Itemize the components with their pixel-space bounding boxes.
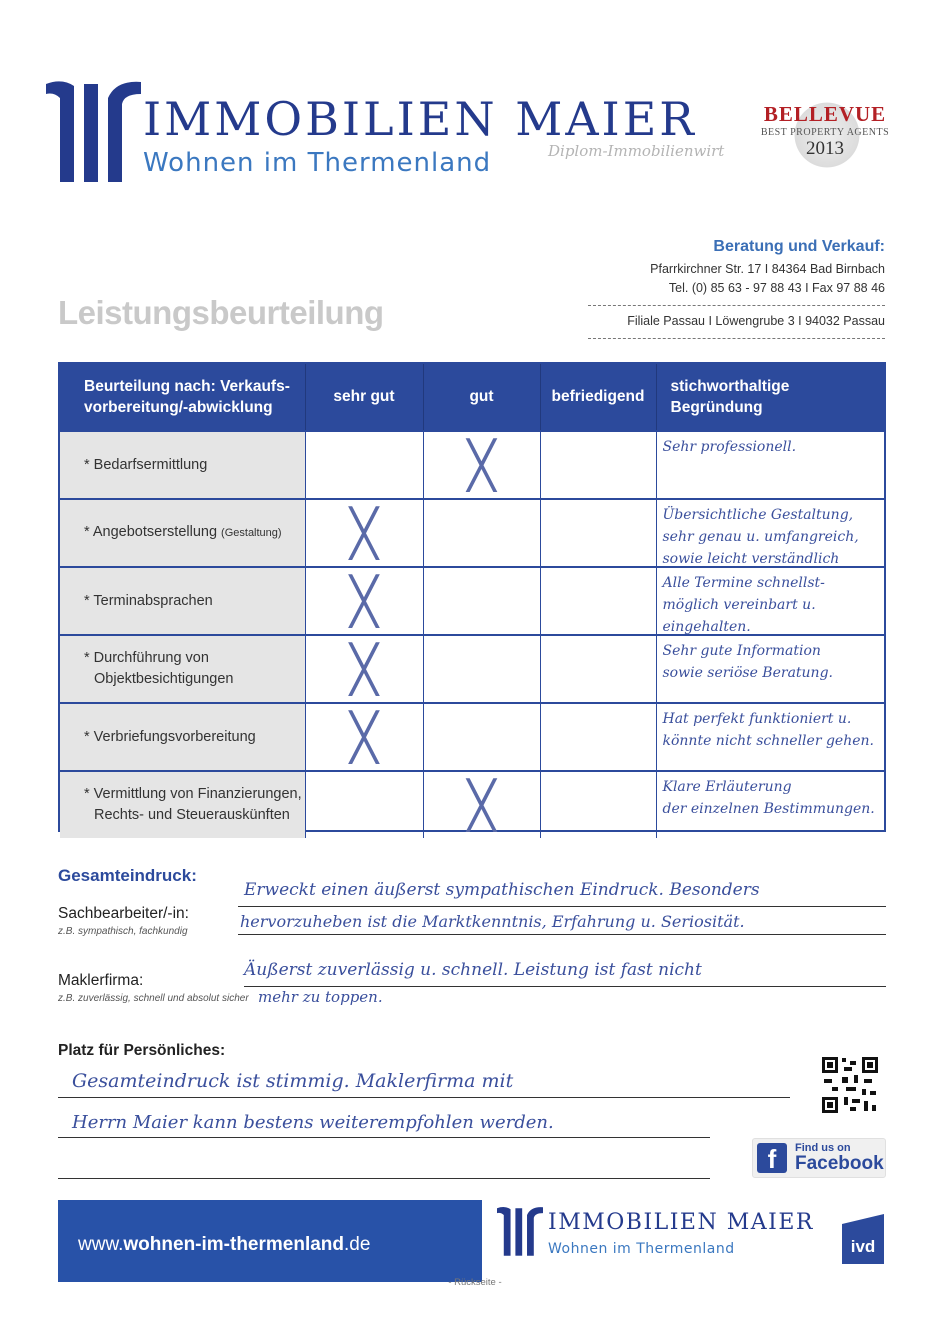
criterion-label: * Verbriefungsvorbereitung — [84, 728, 256, 745]
ivd-logo-accent — [842, 1214, 884, 1224]
website-link[interactable]: www.wohnen-im-thermenland.de — [78, 1234, 371, 1255]
personal-comment-line2: Herrn Maier kann bestens weiterempfohlen werden. — [72, 1112, 554, 1133]
firm-comment-line2: mehr zu toppen. — [258, 988, 383, 1006]
contact-title: Beratung und Verkauf: — [713, 238, 885, 255]
rating-cell-good[interactable] — [423, 635, 540, 703]
checkmark-x-icon: ╳ — [350, 710, 378, 764]
reason-line: Sehr gute Information — [662, 643, 821, 659]
personal-comment-line1: Gesamteindruck ist stimmig. Maklerfirma mit — [72, 1070, 514, 1092]
rating-cell-good[interactable] — [423, 499, 540, 567]
criterion-label: * Bedarfsermittlung — [84, 456, 208, 473]
criterion-cell — [60, 703, 305, 771]
rating-cell-very-good[interactable] — [305, 431, 423, 499]
personal-line — [58, 1178, 710, 1179]
reason-line: Hat perfekt funktioniert u. — [662, 711, 852, 727]
rating-cell-satisfactory[interactable] — [540, 771, 656, 838]
table-row — [60, 567, 884, 635]
ivd-logo: ivd — [842, 1224, 884, 1264]
reason-text — [663, 572, 945, 638]
reason-line: sowie seriöse Beratung. — [662, 665, 833, 681]
divider — [588, 305, 885, 306]
firm-line — [244, 986, 886, 987]
personal-heading: Platz für Persönliches: — [58, 1042, 226, 1059]
reason-cell[interactable] — [656, 771, 884, 838]
branch-address: Filiale Passau I Löwengrube 3 I 94032 Passau — [627, 314, 885, 328]
reason-cell[interactable] — [656, 499, 884, 567]
reason-cell[interactable] — [656, 431, 884, 499]
column-header-satisfactory: befriedigend — [540, 364, 656, 431]
facebook-line2: Facebook — [795, 1153, 884, 1174]
agent-comment-line2: hervorzuheben ist die Marktkenntnis, Erfahrung u. Seriosität. — [240, 912, 745, 931]
reason-cell[interactable] — [656, 567, 884, 635]
criterion-label: * Durchführung von — [84, 650, 209, 666]
reason-text — [663, 504, 945, 570]
column-header-reason: stichworthaltige Begründung — [656, 364, 884, 431]
brand-extra-text: Diplom-Immobilienwirt — [548, 142, 725, 160]
firm-comment-line1: Äußerst zuverlässig u. schnell. Leistung ist fast nicht — [244, 960, 702, 980]
checkmark-x-icon: ╳ — [350, 506, 378, 560]
award-badge — [760, 96, 890, 171]
agent-hint: z.B. sympathisch, fachkundig — [58, 926, 188, 937]
page-title: Leistungsbeurteilung — [58, 294, 384, 331]
evaluation-table — [58, 362, 886, 832]
criterion-cell — [60, 635, 305, 703]
rating-cell-very-good[interactable] — [305, 771, 423, 838]
criterion-label-small: (Gestaltung) — [221, 527, 282, 539]
checkmark-x-icon: ╳ — [350, 574, 378, 628]
checkmark-x-icon: ╳ — [467, 778, 496, 832]
footer-brand-subtitle: Wohnen im Thermenland — [548, 1241, 735, 1257]
rating-cell-satisfactory[interactable] — [540, 499, 656, 567]
overall-heading: Gesamteindruck: — [58, 866, 197, 885]
criterion-label: * Terminabsprachen — [84, 592, 213, 609]
reason-line: eingehalten. — [662, 619, 751, 635]
reason-line: sowie leicht verständlich — [662, 551, 840, 567]
award-tagline: BEST PROPERTY AGENTS — [760, 127, 890, 138]
divider — [588, 338, 885, 339]
criterion-label-line2: Rechts- und Steuerauskünften — [94, 807, 290, 823]
criterion-cell — [60, 771, 305, 838]
contact-phone: Tel. (0) 85 63 - 97 88 43 I Fax 97 88 46 — [668, 281, 885, 295]
agent-label: Sachbearbeiter/-in: — [58, 905, 189, 922]
table-row — [60, 635, 884, 703]
checkmark-x-icon: ╳ — [350, 642, 378, 696]
personal-line — [58, 1137, 710, 1138]
reason-text — [663, 708, 945, 752]
facebook-line1: Find us on — [795, 1142, 851, 1154]
award-year: 2013 — [806, 138, 844, 159]
reason-text — [663, 640, 945, 684]
brand-title: IMMOBILIEN MAIER — [143, 92, 697, 146]
footer-brand-title: IMMOBILIEN MAIER — [548, 1210, 814, 1235]
qr-code-icon[interactable] — [820, 1055, 880, 1115]
rating-cell-good[interactable] — [423, 567, 540, 635]
rating-cell-satisfactory[interactable] — [540, 567, 656, 635]
rating-cell-very-good[interactable] — [305, 499, 423, 567]
facebook-badge[interactable] — [752, 1138, 886, 1178]
reason-line: Alle Termine schnellst- — [662, 575, 825, 591]
reason-line: sehr genau u. umfangreich, — [662, 529, 859, 545]
reason-line: möglich vereinbart u. — [662, 597, 816, 613]
agent-comment-line1: Erweckt einen äußerst sympathischen Eindruck. Besonders — [244, 880, 760, 900]
agent-line — [238, 934, 886, 935]
criterion-cell — [60, 499, 305, 567]
brand-subtitle: Wohnen im Thermenland — [143, 148, 492, 178]
facebook-icon: f — [757, 1143, 787, 1173]
criterion-label: * Angebotserstellung — [84, 524, 222, 540]
reason-cell[interactable] — [656, 635, 884, 703]
reason-line: könnte nicht schneller gehen. — [662, 733, 874, 749]
table-header-row — [60, 364, 884, 431]
reason-text — [663, 776, 945, 820]
personal-line — [58, 1097, 790, 1098]
reason-line: der einzelnen Bestimmungen. — [662, 801, 875, 817]
table-row — [60, 499, 884, 567]
reason-line: Klare Erläuterung — [662, 779, 792, 795]
rating-cell-good[interactable] — [423, 703, 540, 771]
rating-cell-satisfactory[interactable] — [540, 703, 656, 771]
criterion-cell — [60, 431, 305, 499]
checkmark-x-icon: ╳ — [467, 438, 496, 492]
table-row — [60, 771, 884, 838]
table-row — [60, 431, 884, 499]
contact-address: Pfarrkirchner Str. 17 I 84364 Bad Birnbach — [650, 262, 885, 276]
criterion-label: * Vermittlung von Finanzierungen, — [84, 786, 302, 802]
footer-logo-mark — [497, 1202, 543, 1260]
rating-cell-very-good[interactable] — [305, 703, 423, 771]
column-header-very-good: sehr gut — [305, 364, 423, 431]
reason-text — [663, 436, 945, 458]
reason-cell[interactable] — [656, 703, 884, 771]
rating-cell-satisfactory[interactable] — [540, 431, 656, 499]
award-name: BELLEVUE — [763, 102, 887, 126]
column-header-criteria: Beurteilung nach: Verkaufs- vorbereitung/-abwicklung — [60, 364, 305, 431]
rating-cell-very-good[interactable] — [305, 567, 423, 635]
agent-label-block — [58, 905, 189, 937]
page-note: - Rückseite - — [448, 1277, 502, 1288]
reason-line: Übersichtliche Gestaltung, — [662, 507, 854, 523]
column-header-good: gut — [423, 364, 540, 431]
reason-line: Sehr professionell. — [662, 439, 797, 455]
rating-cell-good[interactable] — [423, 771, 540, 838]
rating-cell-very-good[interactable] — [305, 635, 423, 703]
firm-label: Maklerfirma: — [58, 972, 144, 989]
company-logo-mark — [46, 78, 141, 184]
agent-line — [238, 906, 886, 907]
firm-hint: z.B. zuverlässig, schnell und absolut sicher — [58, 993, 249, 1004]
table-row — [60, 703, 884, 771]
criterion-label-line2: Objektbesichtigungen — [94, 671, 234, 687]
criterion-cell — [60, 567, 305, 635]
contact-block — [650, 238, 885, 300]
rating-cell-satisfactory[interactable] — [540, 635, 656, 703]
firm-label-block — [58, 972, 249, 1004]
rating-cell-good[interactable] — [423, 431, 540, 499]
